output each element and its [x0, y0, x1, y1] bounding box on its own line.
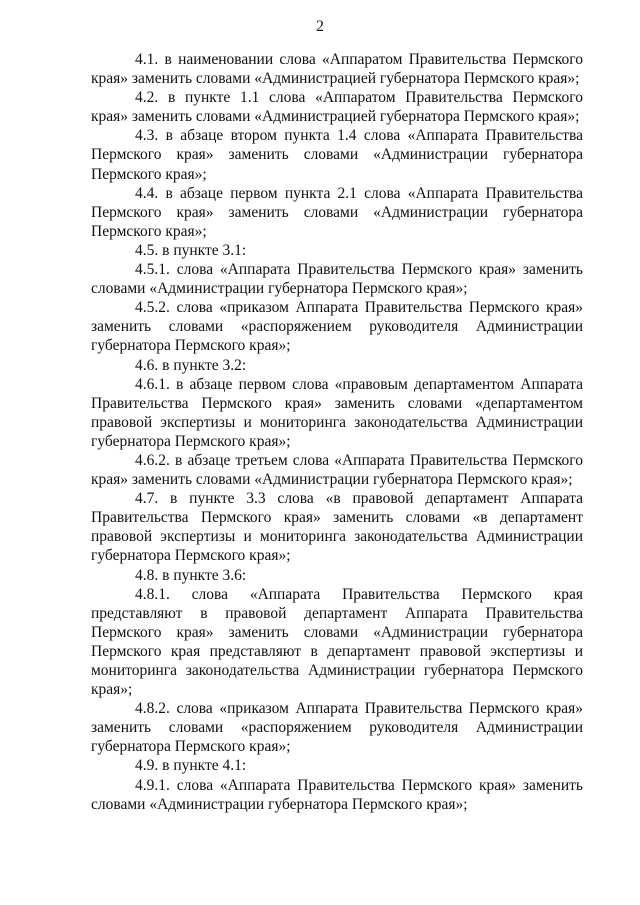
paragraph-4-9-1: 4.9.1. слова «Аппарата Правительства Пермского края» заменить словами «Администрации губернатора Пермского края»;	[91, 776, 583, 813]
document-body	[91, 50, 583, 814]
paragraph-4-4: 4.4. в абзаце первом пункта 2.1 слова «Аппарата Правительства Пермского края» заменить словами «Администрации губернатора Пермского края»;	[91, 184, 583, 240]
paragraph-4-6-1: 4.6.1. в абзаце первом слова «правовым департаментом Аппарата Правительства Пермского края» заменить словами «департаментом правовой экспертизы и мониторинга законодательства Администрации губернатора Пермского края»;	[91, 375, 583, 450]
paragraph-4-3: 4.3. в абзаце втором пункта 1.4 слова «Аппарата Правительства Пермского края» заменить словами «Администрации губернатора Пермского края»;	[91, 127, 583, 183]
paragraph-4-5-2: 4.5.2. слова «приказом Аппарата Правительства Пермского края» заменить словами «распоряжением руководителя Администрации губернатора Пермского края»;	[91, 299, 583, 355]
paragraph-4-7: 4.7. в пункте 3.3 слова «в правовой департамент Аппарата Правительства Пермского края» заменить словами «в департамент правовой экспертизы и мониторинга законодательства Администрации губернатора Пермского края»;	[91, 490, 583, 565]
paragraph-4-6: 4.6. в пункте 3.2:	[135, 356, 247, 374]
paragraph-4-9: 4.9. в пункте 4.1:	[135, 757, 247, 775]
paragraph-4-5: 4.5. в пункте 3.1:	[135, 241, 247, 259]
paragraph-4-6-2: 4.6.2. в абзаце третьем слова «Аппарата Правительства Пермского края» заменить словами «Администрации губернатора Пермского края»;	[91, 451, 583, 489]
page-number: 2	[316, 18, 324, 35]
paragraph-4-8: 4.8. в пункте 3.6:	[135, 566, 247, 584]
paragraph-4-8-2: 4.8.2. слова «приказом Аппарата Правительства Пермского края» заменить словами «распоряжением руководителя Администрации губернатора Пермского края»;	[91, 700, 583, 756]
paragraph-4-1: 4.1. в наименовании слова «Аппаратом Правительства Пермского края» заменить словами «Администрацией губернатора Пермского края»;	[91, 51, 583, 88]
paragraph-4-5-1: 4.5.1. слова «Аппарата Правительства Пермского края» заменить словами «Администрации губернатора Пермского края»;	[91, 261, 583, 298]
paragraph-4-2: 4.2. в пункте 1.1 слова «Аппаратом Правительства Пермского края» заменить словами «Администрацией губернатора Пермского края»;	[91, 89, 583, 126]
paragraph-4-8-1: 4.8.1. слова «Аппарата Правительства Пермского края представляют в правовой департамент Аппарата Правительства Пермского края» заменить словами «Администрации губернатора Пермского края представляют в департамент правовой экспертизы и мониторинга законодательства Администрации губернатора Пермского края»;	[91, 585, 583, 699]
